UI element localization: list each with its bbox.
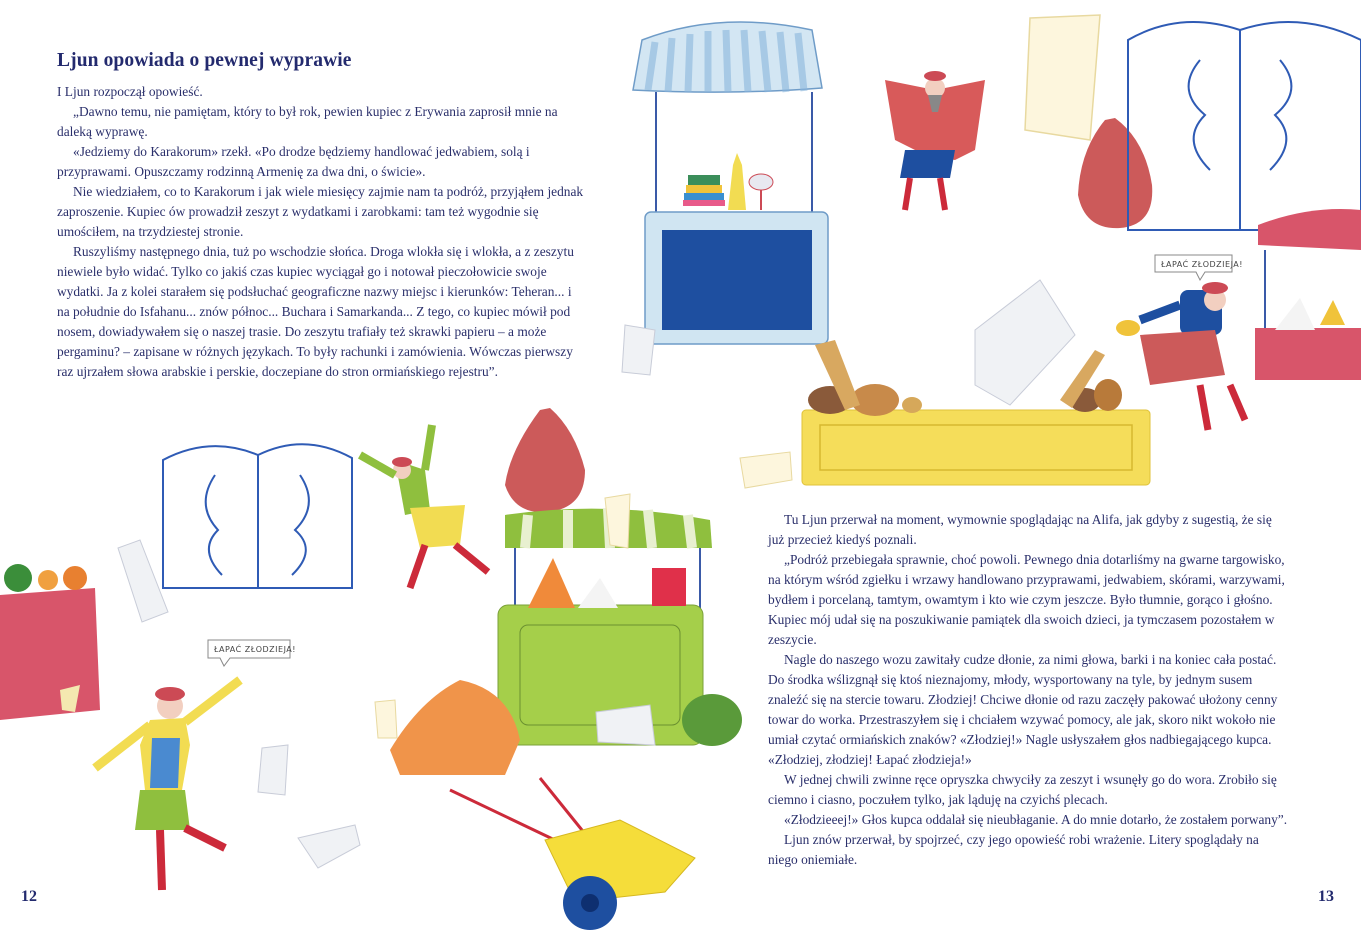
paragraph: Ljun znów przerwał, by spojrzeć, czy jego opowieść robi wrażenie. Litery spoglądały na niego oniemiałe. [768,832,1259,867]
paragraph: «Złodzieeej!» Głos kupca oddalał się nieubłaganie. A do mnie dotarło, że zostałem porwany”. [784,812,1288,827]
speech-text-left: ŁAPAĆ ZŁODZIEJA! [214,645,296,654]
page-number-right: 13 [1318,888,1334,905]
page-number-left: 12 [21,888,37,905]
paragraph: Ruszyliśmy następnego dnia, tuż po wschodzie słońca. Droga wlokła się i wlokła, a z zeszytu niewiele było widać. Tylko co jakiś czas kupiec wyciągał go i notował pieczołowicie swoje wydatki. Ja z kolei starałem się podsłuchać geograficzne nazwy miejsc i kierunków: Teheran... i na południe do Isfahanu... znów północ... Buchara i Samarkanda... Z tego, co kupiec mówił pod nosem, dowiadywałem się o naszej trasie. Do zeszytu trafiały też skrawki papieru – a może pergaminu? – zapisane w różnych językach. To były rachunki i zamówienia. Wówczas pierwszy raz ujrzałem słowa arabskie i perskie, doczepiane do stron ormiańskiego rejestru”. [57,244,574,379]
paragraph: Tu Ljun przerwał na moment, wymownie spoglądając na Alifa, jak gdyby z sugestią, że się już przecież kiedyś poznali. [768,512,1272,547]
paragraph: I Ljun rozpoczął opowieść. [57,84,203,99]
paragraph: Nagle do naszego wozu zawitały cudze dłonie, za nimi głowa, barki i na koniec cała postać. Do środka wślizgnął się ktoś nieznajomy, młody, wysportowany na tyle, by jednym susem znaleźć się na stercie towaru. Złodziej! Chciwe dłonie od razu zaczęły pakować ułożony cenny towar do worka. Przestraszyłem się i chciałem wzywać pomocy, ale jak, skoro nikt wokoło nie umiał czytać ormiańskich znaków? «Złodziej!» Nagle usłyszałem głos nadbiegającego kupca. «Złodziej, złodziej! Łapać złodzieja!» [768,652,1278,767]
speech-text-right: ŁAPAĆ ZŁODZIEJA! [1161,260,1243,269]
chapter-title: Ljun opowiada o pewnej wyprawie [57,50,352,71]
paragraph: Nie wiedziałem, co to Karakorum i jak wiele miesięcy zajmie nam ta podróż, przyjąłem jednak zaproszenie. Kupiec ów prowadził zeszyt z wydatkami i zarobkami: tam też wygodnie się umościłem, na trzydziestej stronie. [57,184,584,239]
paragraph: W jednej chwili zwinne ręce opryszka chwyciły za zeszyt i wsunęły go do wora. Zrobiło się ciemno i ciasno, poczułem tylko, jak ląduję na czyichś plecach. [768,772,1277,807]
paragraph: „Podróż przebiegała sprawnie, choć powoli. Pewnego dnia dotarliśmy na gwarne targowisko, na którym wśród zgiełku i wrzawy handlowano przyprawami, jedwabiem, skórami, warzywami, bydłem i porcelaną, tamtym, owamtym i kto wie czym jeszcze. Było tłumnie, gorąco i głośno. Kupiec mój udał się na poszukiwanie pamiątek dla swoich dzieci, ja tymczasem pozostałem w zeszycie. [768,552,1285,647]
paragraph: «Jedziemy do Karakorum» rzekł. «Po drodze będziemy handlować jedwabiem, solą i przyprawami. Opuszczamy rodzinną Armenię za dwa dni, o świcie». [57,144,530,179]
right-page-text [768,510,1288,870]
paragraph: „Dawno temu, nie pamiętam, który to był rok, pewien kupiec z Erywania zaprosił mnie na daleką wyprawę. [57,104,558,139]
